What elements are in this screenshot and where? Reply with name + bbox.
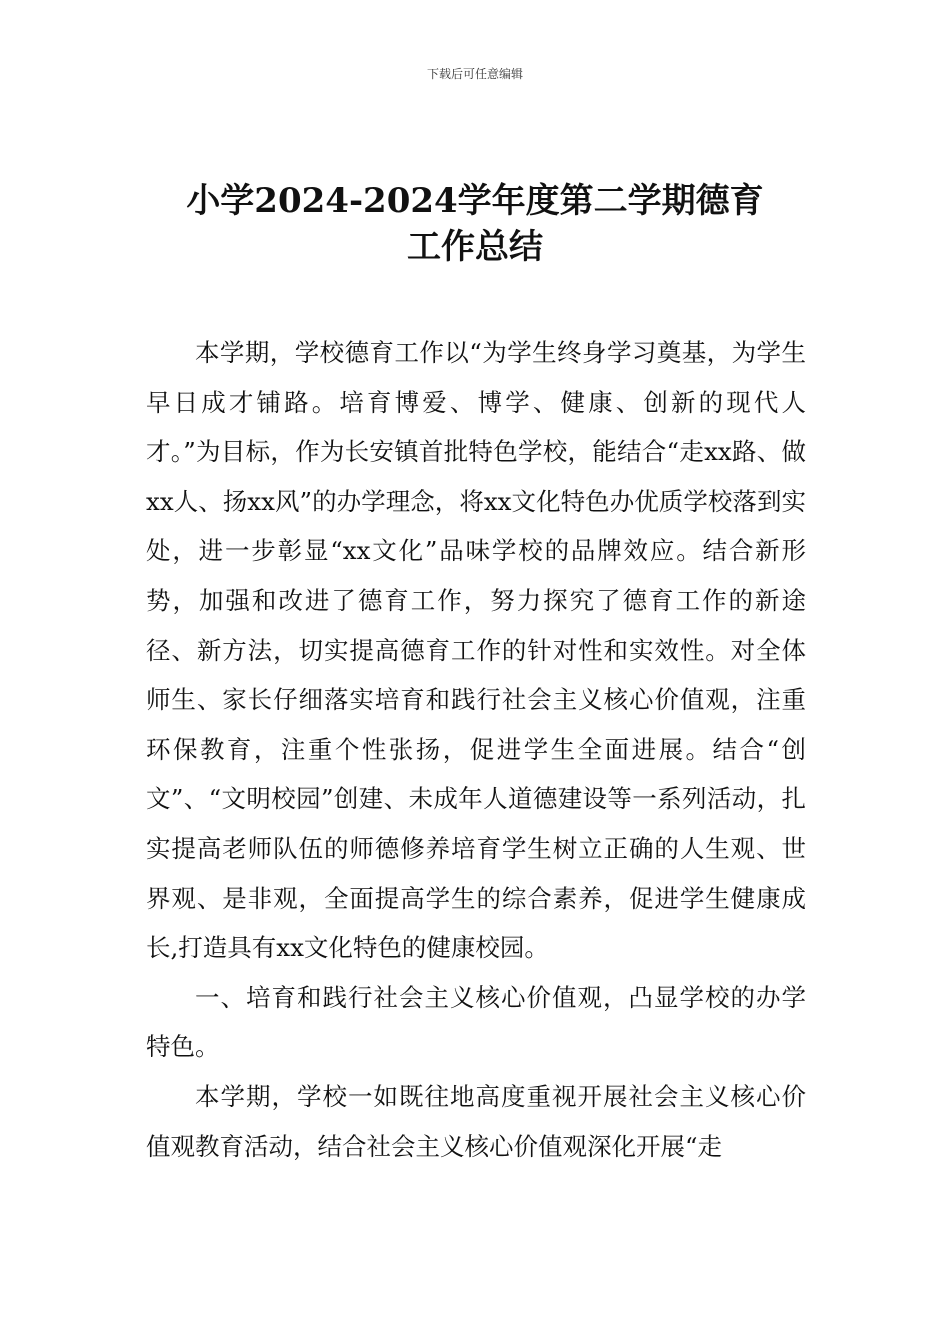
- paragraph-intro: 本学期，学校德育工作以“为学生终身学习奠基，为学生早日成才铺路。培育博爱、博学、健康、创新的现代人才。”为目标，作为长安镇首批特色学校，能结合“走xx路、做xx人、扬xx风”的办学理念，将xx文化特色办优质学校落到实处，进一步彰显“xx文化”品味学校的品牌效应。结合新形势，加强和改进了德育工作，努力探究了德育工作的新途径、新方法，切实提高德育工作的针对性和实效性。对全体师生、家长仔细落实培育和践行社会主义核心价值观，注重环保教育，注重个性张扬，促进学生全面进展。结合“创文”、“文明校园”创建、未成年人道德建设等一系列活动，扎实提高老师队伍的师德修养培育学生树立正确的人生观、世界观、是非观，全面提高学生的综合素养，促进学生健康成长,打造具有xx文化特色的健康校园。: [146, 338, 806, 963]
- title-line-2: 工作总结: [407, 227, 543, 267]
- paragraph-section-1: 本学期，学校一如既往地高度重视开展社会主义核心价值观教育活动，结合社会主义核心价值观深化开展“走: [146, 1081, 806, 1161]
- document-title: [150, 178, 800, 270]
- header-note: 下载后可任意编辑: [426, 67, 523, 81]
- title-line-1: 小学2024-2024学年度第二学期德育: [186, 181, 764, 221]
- document-body: [146, 328, 806, 1171]
- section-heading-1: 一、培育和践行社会主义核心价值观，凸显学校的办学特色。: [146, 982, 806, 1062]
